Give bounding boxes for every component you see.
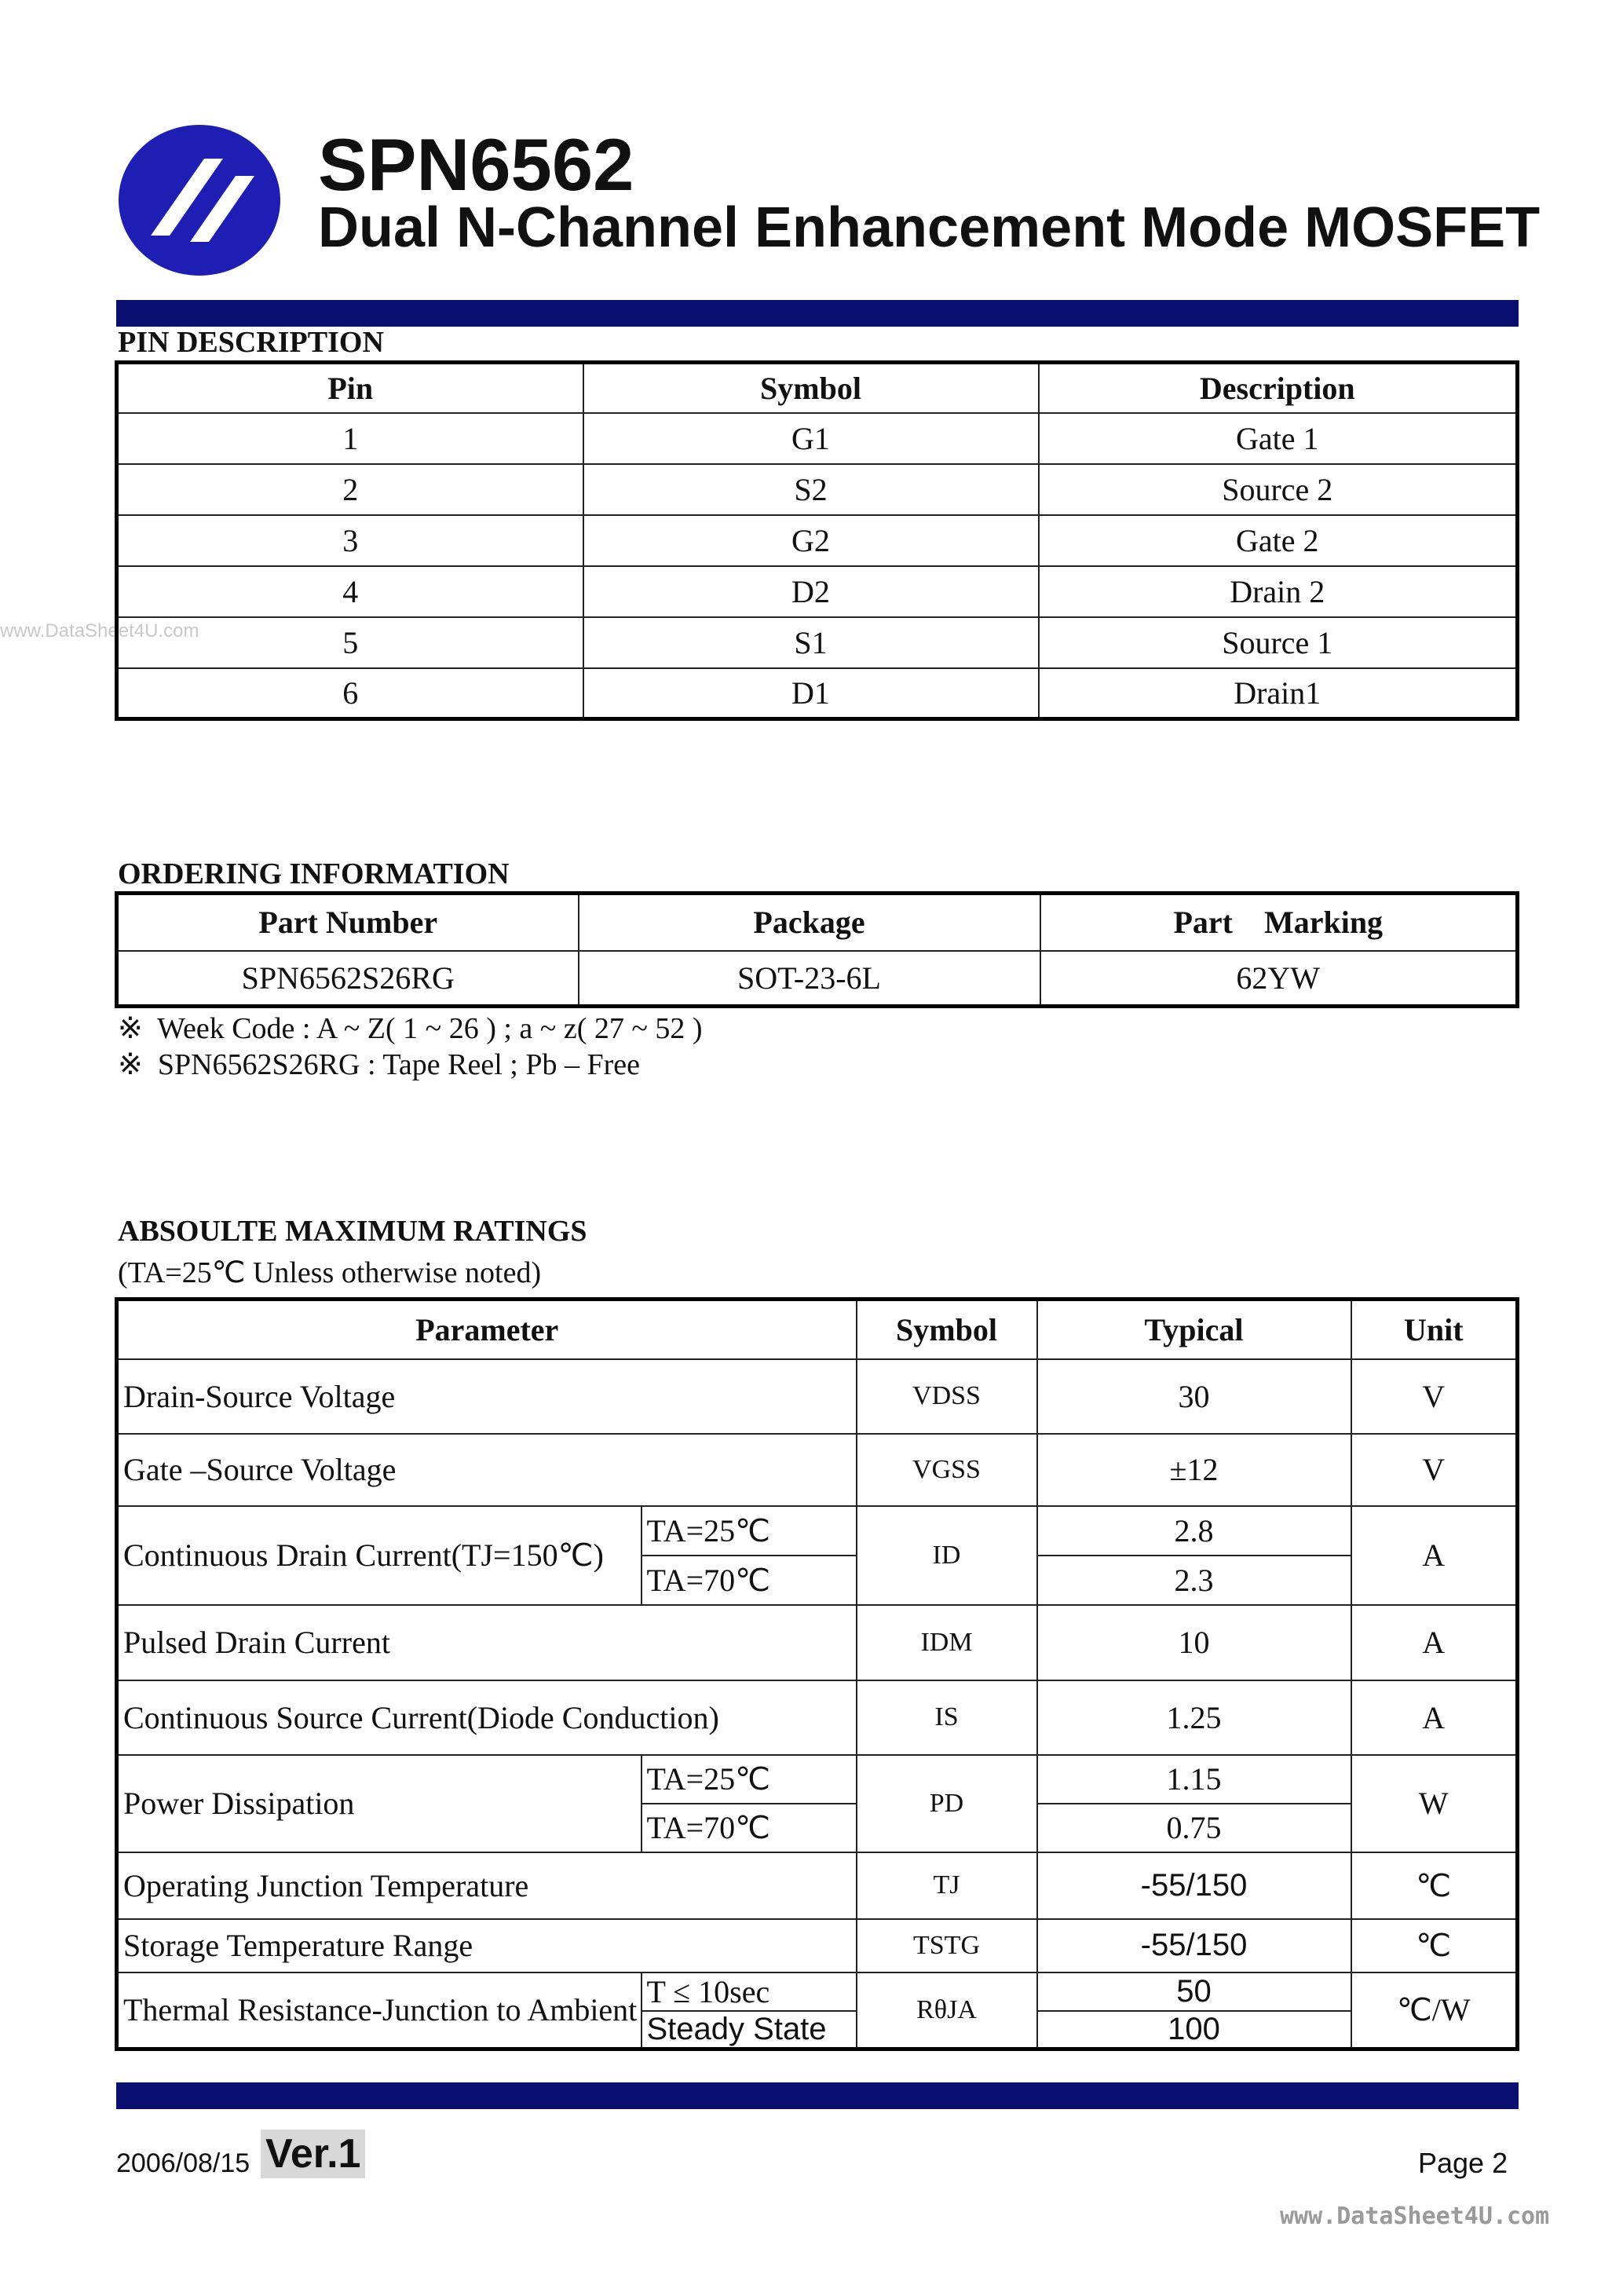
ordering-information-table xyxy=(115,891,1519,1008)
column-header: Part Marking xyxy=(1040,894,1518,951)
absolute-maximum-ratings-title: ABSOULTE MAXIMUM RATINGS xyxy=(118,1215,587,1248)
footer-divider-bar xyxy=(116,2082,1519,2109)
symbol-cell: RθJA xyxy=(857,1972,1037,2049)
pin-symbol: D2 xyxy=(583,566,1039,617)
table-row xyxy=(117,1972,1518,2011)
table-row xyxy=(117,1680,1518,1755)
pin-number: 1 xyxy=(117,413,583,464)
pin-description: Source 1 xyxy=(1039,617,1518,668)
typical-cell: 100 xyxy=(1037,2011,1351,2049)
typical-cell: 30 xyxy=(1037,1359,1351,1434)
pin-description-table xyxy=(115,360,1519,721)
product-subtitle: Dual N-Channel Enhancement Mode MOSFET xyxy=(318,196,1541,259)
unit-cell: ℃ xyxy=(1351,1919,1518,1972)
pin-description: Drain 2 xyxy=(1039,566,1518,617)
table-row xyxy=(117,668,1518,719)
typical-cell: 2.3 xyxy=(1037,1556,1351,1605)
company-logo xyxy=(118,124,281,276)
pin-number: 2 xyxy=(117,464,583,515)
symbol-cell: IS xyxy=(857,1680,1037,1755)
unit-cell: V xyxy=(1351,1359,1518,1434)
parameter-cell: Gate –Source Voltage xyxy=(117,1434,857,1506)
table-row xyxy=(117,1434,1518,1506)
symbol-cell: TSTG xyxy=(857,1919,1037,1972)
typical-cell: -55/150 xyxy=(1037,1919,1351,1972)
unit-cell: ℃/W xyxy=(1351,1972,1518,2049)
table-row xyxy=(117,1755,1518,1804)
typical-cell: 1.25 xyxy=(1037,1680,1351,1755)
parameter-cell: Pulsed Drain Current xyxy=(117,1605,857,1680)
pin-number: 4 xyxy=(117,566,583,617)
column-header: Package xyxy=(579,894,1040,951)
typical-cell: 1.15 xyxy=(1037,1755,1351,1804)
symbol-cell: PD xyxy=(857,1755,1037,1852)
typical-cell: 10 xyxy=(1037,1605,1351,1680)
pin-number: 5 xyxy=(117,617,583,668)
table-row xyxy=(117,1605,1518,1680)
header-divider-bar xyxy=(116,300,1519,327)
pin-description: Gate 2 xyxy=(1039,515,1518,566)
pin-symbol: S2 xyxy=(583,464,1039,515)
condition-cell: TA=70℃ xyxy=(642,1556,857,1605)
pin-number: 3 xyxy=(117,515,583,566)
unit-cell: ℃ xyxy=(1351,1852,1518,1919)
parameter-cell: Continuous Drain Current(TJ=150℃) xyxy=(117,1506,642,1605)
symbol-cell: IDM xyxy=(857,1605,1037,1680)
pin-description: Gate 1 xyxy=(1039,413,1518,464)
pin-description: Drain1 xyxy=(1039,668,1518,719)
parameter-cell: Thermal Resistance-Junction to Ambient xyxy=(117,1972,642,2049)
column-header: Symbol xyxy=(857,1300,1037,1359)
part-number-title: SPN6562 xyxy=(318,123,634,206)
pin-symbol: D1 xyxy=(583,668,1039,719)
typical-cell: 0.75 xyxy=(1037,1804,1351,1852)
parameter-cell: Continuous Source Current(Diode Conduction) xyxy=(117,1680,857,1755)
symbol-cell: VGSS xyxy=(857,1434,1037,1506)
table-row xyxy=(117,1506,1518,1556)
table-row xyxy=(117,464,1518,515)
unit-cell: A xyxy=(1351,1605,1518,1680)
column-header: Part Number xyxy=(117,894,579,951)
unit-cell: A xyxy=(1351,1680,1518,1755)
condition-cell: TA=25℃ xyxy=(642,1755,857,1804)
table-row xyxy=(117,951,1518,1007)
typical-cell: -55/150 xyxy=(1037,1852,1351,1919)
condition-cell: TA=25℃ xyxy=(642,1506,857,1556)
part-number-cell: SPN6562S26RG xyxy=(117,951,579,1007)
pin-number: 6 xyxy=(117,668,583,719)
unit-cell: V xyxy=(1351,1434,1518,1506)
unit-cell: W xyxy=(1351,1755,1518,1852)
ordering-information-title: ORDERING INFORMATION xyxy=(118,857,510,890)
table-row xyxy=(117,1359,1518,1434)
absolute-maximum-ratings-table xyxy=(115,1297,1519,2051)
ordering-notes xyxy=(118,1011,703,1083)
table-row xyxy=(117,413,1518,464)
pin-symbol: G1 xyxy=(583,413,1039,464)
column-header: Parameter xyxy=(117,1300,857,1359)
footer-date: 2006/08/15 xyxy=(116,2148,250,2178)
column-header: Unit xyxy=(1351,1300,1518,1359)
parameter-cell: Power Dissipation xyxy=(117,1755,642,1852)
footer-page-number: Page 2 xyxy=(1418,2147,1508,2179)
typical-cell: ±12 xyxy=(1037,1434,1351,1506)
unit-cell: A xyxy=(1351,1506,1518,1605)
table-row xyxy=(117,617,1518,668)
footer-version: Ver.1 xyxy=(261,2130,365,2178)
typical-cell: 50 xyxy=(1037,1972,1351,2011)
symbol-cell: TJ xyxy=(857,1852,1037,1919)
column-header: Symbol xyxy=(583,363,1039,413)
column-header: Description xyxy=(1039,363,1518,413)
symbol-cell: VDSS xyxy=(857,1359,1037,1434)
parameter-cell: Storage Temperature Range xyxy=(117,1919,857,1972)
package-cell: SOT-23-6L xyxy=(579,951,1040,1007)
pin-symbol: S1 xyxy=(583,617,1039,668)
watermark-left: www.DataSheet4U.com xyxy=(0,620,199,642)
note-tape-reel: ※ SPN6562S26RG : Tape Reel ; Pb – Free xyxy=(118,1048,640,1081)
table-row xyxy=(117,515,1518,566)
table-row xyxy=(117,1852,1518,1919)
ratings-condition-note: (TA=25℃ Unless otherwise noted) xyxy=(118,1256,542,1289)
parameter-cell: Operating Junction Temperature xyxy=(117,1852,857,1919)
pin-description: Source 2 xyxy=(1039,464,1518,515)
condition-cell: TA=70℃ xyxy=(642,1804,857,1852)
column-header: Typical xyxy=(1037,1300,1351,1359)
part-marking-cell: 62YW xyxy=(1040,951,1518,1007)
pin-symbol: G2 xyxy=(583,515,1039,566)
symbol-cell: ID xyxy=(857,1506,1037,1605)
column-header: Pin xyxy=(117,363,583,413)
watermark-bottom-right: www.DataSheet4U.com xyxy=(1280,2203,1550,2230)
table-row xyxy=(117,1919,1518,1972)
parameter-cell: Drain-Source Voltage xyxy=(117,1359,857,1434)
table-row xyxy=(117,566,1518,617)
pin-description-title: PIN DESCRIPTION xyxy=(118,326,384,359)
note-week-code: ※ Week Code : A ~ Z( 1 ~ 26 ) ; a ~ z( 27 ~ 52 ) xyxy=(118,1012,703,1045)
condition-cell: Steady State xyxy=(642,2011,857,2049)
condition-cell: T ≤ 10sec xyxy=(642,1972,857,2011)
typical-cell: 2.8 xyxy=(1037,1506,1351,1556)
